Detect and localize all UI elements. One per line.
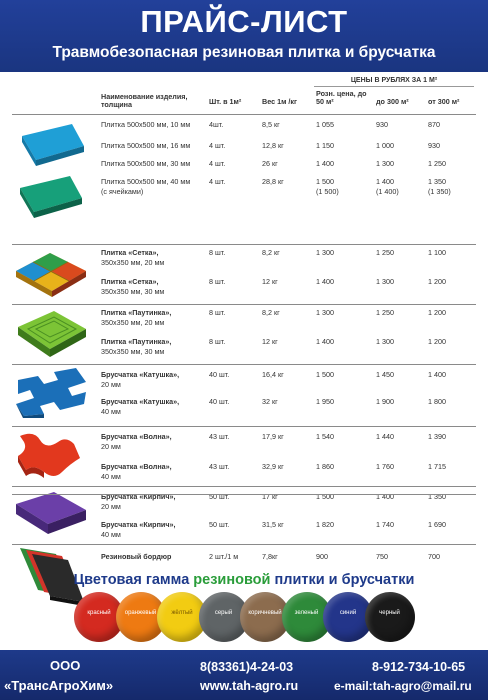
- cell-name: [101, 552, 211, 562]
- cell-value: 43 шт.: [209, 462, 230, 471]
- header-qty: Шт. в 1м²: [209, 97, 242, 106]
- cell-value: 12,8 кг: [262, 141, 284, 150]
- product-name: Плитка «Паутинка»,: [101, 337, 172, 346]
- cell-value: 870: [428, 120, 440, 129]
- cell-p3: [428, 552, 476, 562]
- header-price-over300: от 300 м²: [428, 97, 460, 106]
- cell-p2: [376, 337, 426, 347]
- product-spec: 20 мм: [101, 501, 121, 511]
- cell-value: 40 шт.: [209, 397, 230, 406]
- cell-value: 1 450: [376, 370, 394, 379]
- color-label: серый: [214, 610, 233, 616]
- cell-value: 1 000: [376, 141, 394, 150]
- cell-value: 1 200: [428, 337, 446, 346]
- cell-value: 1 740: [376, 520, 394, 529]
- phone-1: 8(83361)4-24-03: [200, 660, 294, 674]
- company-type: ООО: [50, 658, 81, 673]
- cell-name: [101, 397, 211, 416]
- prices-divider: [314, 86, 474, 87]
- cell-name: [101, 120, 211, 130]
- product-name: Резиновый бордюр: [101, 552, 172, 561]
- cell-value: 930: [428, 141, 440, 150]
- cell-p2: [376, 120, 426, 130]
- cell-p2: [376, 177, 426, 196]
- cell-value: 8,2 кг: [262, 308, 280, 317]
- cell-name: [101, 277, 211, 296]
- kirpich-paver-image: [14, 488, 88, 544]
- prices-title: ЦЕНЫ В РУБЛЯХ ЗА 1 М²: [350, 77, 438, 84]
- cell-name: [101, 308, 211, 327]
- cell-value: 1 300: [376, 337, 394, 346]
- cell-value: 1 300: [316, 308, 334, 317]
- product-name: Плитка 500х500 мм, 40 мм: [101, 177, 191, 186]
- cell-qty: [209, 337, 259, 347]
- cell-value: 1 200: [428, 277, 446, 286]
- cell-wt: [262, 159, 312, 169]
- cell-value: 43 шт.: [209, 432, 230, 441]
- cell-value: 28,8 кг: [262, 177, 284, 186]
- cell-value: 1 250: [376, 248, 394, 257]
- cell-p3: [428, 177, 476, 196]
- cell-p1: [316, 370, 376, 380]
- email-link[interactable]: e-mail:tah-agro@mail.ru: [334, 679, 472, 693]
- group-divider: [12, 486, 476, 487]
- cell-wt: [262, 337, 312, 347]
- product-spec: 40 мм: [101, 471, 121, 481]
- cell-p3: [428, 520, 476, 530]
- cell-p2: [376, 159, 426, 169]
- cell-wt: [262, 432, 312, 442]
- group-divider: [12, 364, 476, 365]
- cell-value: 1 950: [316, 397, 334, 406]
- product-name: Плитка «Сетка»,: [101, 277, 159, 286]
- cell-wt: [262, 397, 312, 407]
- cell-p1: [316, 462, 376, 472]
- cell-wt: [262, 277, 312, 287]
- color-label: жёлтый: [171, 610, 193, 616]
- cell-value: 1 820: [316, 520, 334, 529]
- cell-value: 50 шт.: [209, 492, 230, 501]
- cell-value: 1 715: [428, 462, 446, 471]
- product-name: Плитка «Паутинка»,: [101, 308, 172, 317]
- cell-name: [101, 337, 211, 356]
- cell-value: 1 400: [316, 277, 334, 286]
- product-name: Плитка 500х500 мм, 10 мм: [101, 120, 191, 129]
- cell-name: [101, 159, 211, 169]
- cell-qty: [209, 552, 259, 562]
- cell-p3: [428, 120, 476, 130]
- header-price-300: до 300 м²: [376, 97, 409, 106]
- cell-p1: [316, 159, 376, 169]
- cell-p2: [376, 520, 426, 530]
- volna-paver-image: [14, 428, 88, 486]
- cell-p2: [376, 248, 426, 258]
- cell-value: 1 250: [428, 159, 446, 168]
- cell-name: [101, 141, 211, 151]
- cell-name: [101, 370, 211, 389]
- cell-value: 1 300: [376, 159, 394, 168]
- product-group-square-tile: [12, 114, 476, 238]
- cell-value: 1 100: [428, 248, 446, 257]
- cell-name: [101, 462, 211, 481]
- cell-value: 900: [316, 552, 328, 561]
- color-swatch: [365, 592, 415, 642]
- cell-value: 26 кг: [262, 159, 278, 168]
- cell-p2: [376, 141, 426, 151]
- cell-qty: [209, 370, 259, 380]
- cell-value: 4 шт.: [209, 159, 226, 168]
- cell-p3: [428, 308, 476, 318]
- cell-value: 12 кг: [262, 277, 278, 286]
- cell-value: 1 390: [428, 432, 446, 441]
- cell-value: 1 400: [316, 337, 334, 346]
- cell-qty: [209, 432, 259, 442]
- pautinka-tile-image: [14, 307, 88, 365]
- website-link[interactable]: www.tah-agro.ru: [200, 679, 299, 693]
- product-name: Брусчатка «Волна»,: [101, 432, 172, 441]
- cell-wt: [262, 141, 312, 151]
- cell-p2: [376, 432, 426, 442]
- color-label: зеленый: [294, 610, 319, 616]
- cell-wt: [262, 120, 312, 130]
- cell-value: 1 760: [376, 462, 394, 471]
- table-header: [12, 74, 476, 112]
- cell-p1: [316, 520, 376, 530]
- cell-value: 1 690: [428, 520, 446, 529]
- cell-value: 1 500: [316, 370, 334, 379]
- cell-value: 1 350: [428, 492, 446, 501]
- product-name: Плитка 500х500 мм, 30 мм: [101, 159, 191, 168]
- cell-wt: [262, 462, 312, 472]
- cell-qty: [209, 462, 259, 472]
- cell-p3: [428, 432, 476, 442]
- group-divider: [12, 426, 476, 427]
- cell-p3: [428, 248, 476, 258]
- cell-name: [101, 432, 211, 451]
- cell-qty: [209, 248, 259, 258]
- product-group-volna-paver: [12, 426, 476, 482]
- cell-value: 1 300: [376, 277, 394, 286]
- palette-title: Цветовая гамма резиновой плитки и брусчатки: [73, 572, 415, 588]
- setka-tile-image: [14, 247, 88, 305]
- cell-name: [101, 177, 211, 196]
- header-name: Наименование изделия, толщина: [101, 92, 188, 109]
- cell-value-cellular: (1 350): [428, 186, 451, 196]
- cell-value: 1 300: [316, 248, 334, 257]
- cell-p2: [376, 462, 426, 472]
- cell-value: 17 кг: [262, 492, 278, 501]
- cell-qty: [209, 177, 259, 187]
- cell-value: 40 шт.: [209, 370, 230, 379]
- cell-value: 8 шт.: [209, 308, 226, 317]
- cell-value: 8 шт.: [209, 248, 226, 257]
- cell-p2: [376, 397, 426, 407]
- cell-wt: [262, 552, 312, 562]
- cell-value: 1 350: [428, 177, 446, 186]
- cell-p1: [316, 141, 376, 151]
- product-group-pautinka-tile: [12, 304, 476, 360]
- header-weight: Вес 1м /кг: [262, 97, 297, 106]
- color-label: синий: [339, 610, 357, 616]
- group-divider: [12, 244, 476, 245]
- price-table: [12, 74, 476, 561]
- product-spec: (с ячейками): [101, 186, 144, 196]
- cell-p1: [316, 552, 376, 562]
- cell-value: 930: [376, 120, 388, 129]
- cell-value: 1 250: [376, 308, 394, 317]
- product-group-katushka-paver: [12, 364, 476, 420]
- cell-value: 4 шт.: [209, 141, 226, 150]
- cell-p3: [428, 277, 476, 287]
- cell-wt: [262, 370, 312, 380]
- cell-p1: [316, 248, 376, 258]
- cell-value-cellular: (1 400): [376, 186, 399, 196]
- color-label: оранжевый: [124, 610, 157, 616]
- company-name: «ТрансАгроХим»: [4, 678, 114, 693]
- table-end-divider: [12, 494, 476, 495]
- cell-wt: [262, 308, 312, 318]
- page-title: ПРАЙС-ЛИСТ: [140, 4, 348, 39]
- cell-value: 4шт.: [209, 120, 224, 129]
- product-name: Брусчатка «Кирпич»,: [101, 492, 176, 501]
- product-spec: 350х350 мм, 20 мм: [101, 257, 165, 267]
- cell-value: 4 шт.: [209, 177, 226, 186]
- cell-value: 17,9 кг: [262, 432, 284, 441]
- cell-value: 1 400: [376, 492, 394, 501]
- cell-value: 8 шт.: [209, 337, 226, 346]
- cell-value: 32,9 кг: [262, 462, 284, 471]
- product-spec: 350х350 мм, 30 мм: [101, 286, 165, 296]
- product-group-setka-tile: [12, 244, 476, 302]
- cell-p1: [316, 177, 376, 196]
- cell-name: [101, 520, 211, 539]
- cell-value: 1 200: [428, 308, 446, 317]
- cell-value: 1 440: [376, 432, 394, 441]
- cell-p3: [428, 159, 476, 169]
- square-tile-image: [14, 118, 88, 230]
- cell-p1: [316, 397, 376, 407]
- product-name: Брусчатка «Волна»,: [101, 462, 172, 471]
- cell-qty: [209, 308, 259, 318]
- header: [0, 0, 488, 72]
- cell-p2: [376, 552, 426, 562]
- cell-value: 1 900: [376, 397, 394, 406]
- color-label: красный: [87, 610, 111, 616]
- cell-qty: [209, 397, 259, 407]
- product-spec: 20 мм: [101, 379, 121, 389]
- product-spec: 350х350 мм, 20 мм: [101, 317, 165, 327]
- cell-value: 1 400: [316, 159, 334, 168]
- group-divider: [12, 304, 476, 305]
- cell-value: 1 400: [428, 370, 446, 379]
- product-name: Брусчатка «Катушка»,: [101, 397, 180, 406]
- cell-value: 7,8кг: [262, 552, 278, 561]
- cell-p1: [316, 277, 376, 287]
- cell-p1: [316, 337, 376, 347]
- color-label: коричневый: [248, 610, 282, 616]
- cell-value: 1 500: [316, 492, 334, 501]
- cell-value: 12 кг: [262, 337, 278, 346]
- cell-name: [101, 248, 211, 267]
- cell-wt: [262, 248, 312, 258]
- product-name: Плитка 500х500 мм, 16 мм: [101, 141, 191, 150]
- cell-value: 32 кг: [262, 397, 278, 406]
- cell-p3: [428, 141, 476, 151]
- cell-qty: [209, 159, 259, 169]
- cell-p2: [376, 370, 426, 380]
- product-name: Брусчатка «Катушка»,: [101, 370, 180, 379]
- cell-value: 8,2 кг: [262, 248, 280, 257]
- cell-qty: [209, 277, 259, 287]
- color-swatches: [74, 592, 414, 644]
- product-name: Брусчатка «Кирпич»,: [101, 520, 176, 529]
- cell-value: 1 400: [376, 177, 394, 186]
- product-spec: 350х350 мм, 30 мм: [101, 346, 165, 356]
- cell-value: 2 шт./1 м: [209, 552, 239, 561]
- product-spec: 20 мм: [101, 441, 121, 451]
- group-divider: [12, 114, 476, 115]
- cell-value: 31,5 кг: [262, 520, 284, 529]
- cell-value: 1 860: [316, 462, 334, 471]
- cell-value: 8 шт.: [209, 277, 226, 286]
- cell-qty: [209, 120, 259, 130]
- phone-2: 8-912-734-10-65: [372, 660, 466, 674]
- product-name: Плитка «Сетка»,: [101, 248, 159, 257]
- katushka-paver-image: [14, 366, 88, 420]
- cell-p2: [376, 308, 426, 318]
- page-subtitle: Травмобезопасная резиновая плитка и брусчатка: [52, 44, 436, 61]
- cell-p1: [316, 432, 376, 442]
- cell-value: 1 800: [428, 397, 446, 406]
- cell-value: 8,5 кг: [262, 120, 280, 129]
- color-label: черный: [379, 610, 400, 616]
- product-spec: 40 мм: [101, 529, 121, 539]
- cell-p3: [428, 370, 476, 380]
- footer: [0, 650, 488, 700]
- cell-value: 700: [428, 552, 440, 561]
- cell-wt: [262, 177, 312, 187]
- cell-p3: [428, 462, 476, 472]
- cell-value-cellular: (1 500): [316, 186, 339, 196]
- cell-value: 1 500: [316, 177, 334, 186]
- cell-value: 1 055: [316, 120, 334, 129]
- cell-value: 1 540: [316, 432, 334, 441]
- cell-p3: [428, 397, 476, 407]
- cell-value: 750: [376, 552, 388, 561]
- cell-qty: [209, 520, 259, 530]
- product-spec: 40 мм: [101, 406, 121, 416]
- cell-qty: [209, 141, 259, 151]
- cell-wt: [262, 520, 312, 530]
- cell-p2: [376, 277, 426, 287]
- cell-value: 50 шт.: [209, 520, 230, 529]
- cell-p1: [316, 308, 376, 318]
- cell-value: 16,4 кг: [262, 370, 284, 379]
- header-price-retail: Розн. цена, до 50 м²: [316, 89, 367, 106]
- cell-p1: [316, 120, 376, 130]
- cell-p3: [428, 337, 476, 347]
- cell-value: 1 150: [316, 141, 334, 150]
